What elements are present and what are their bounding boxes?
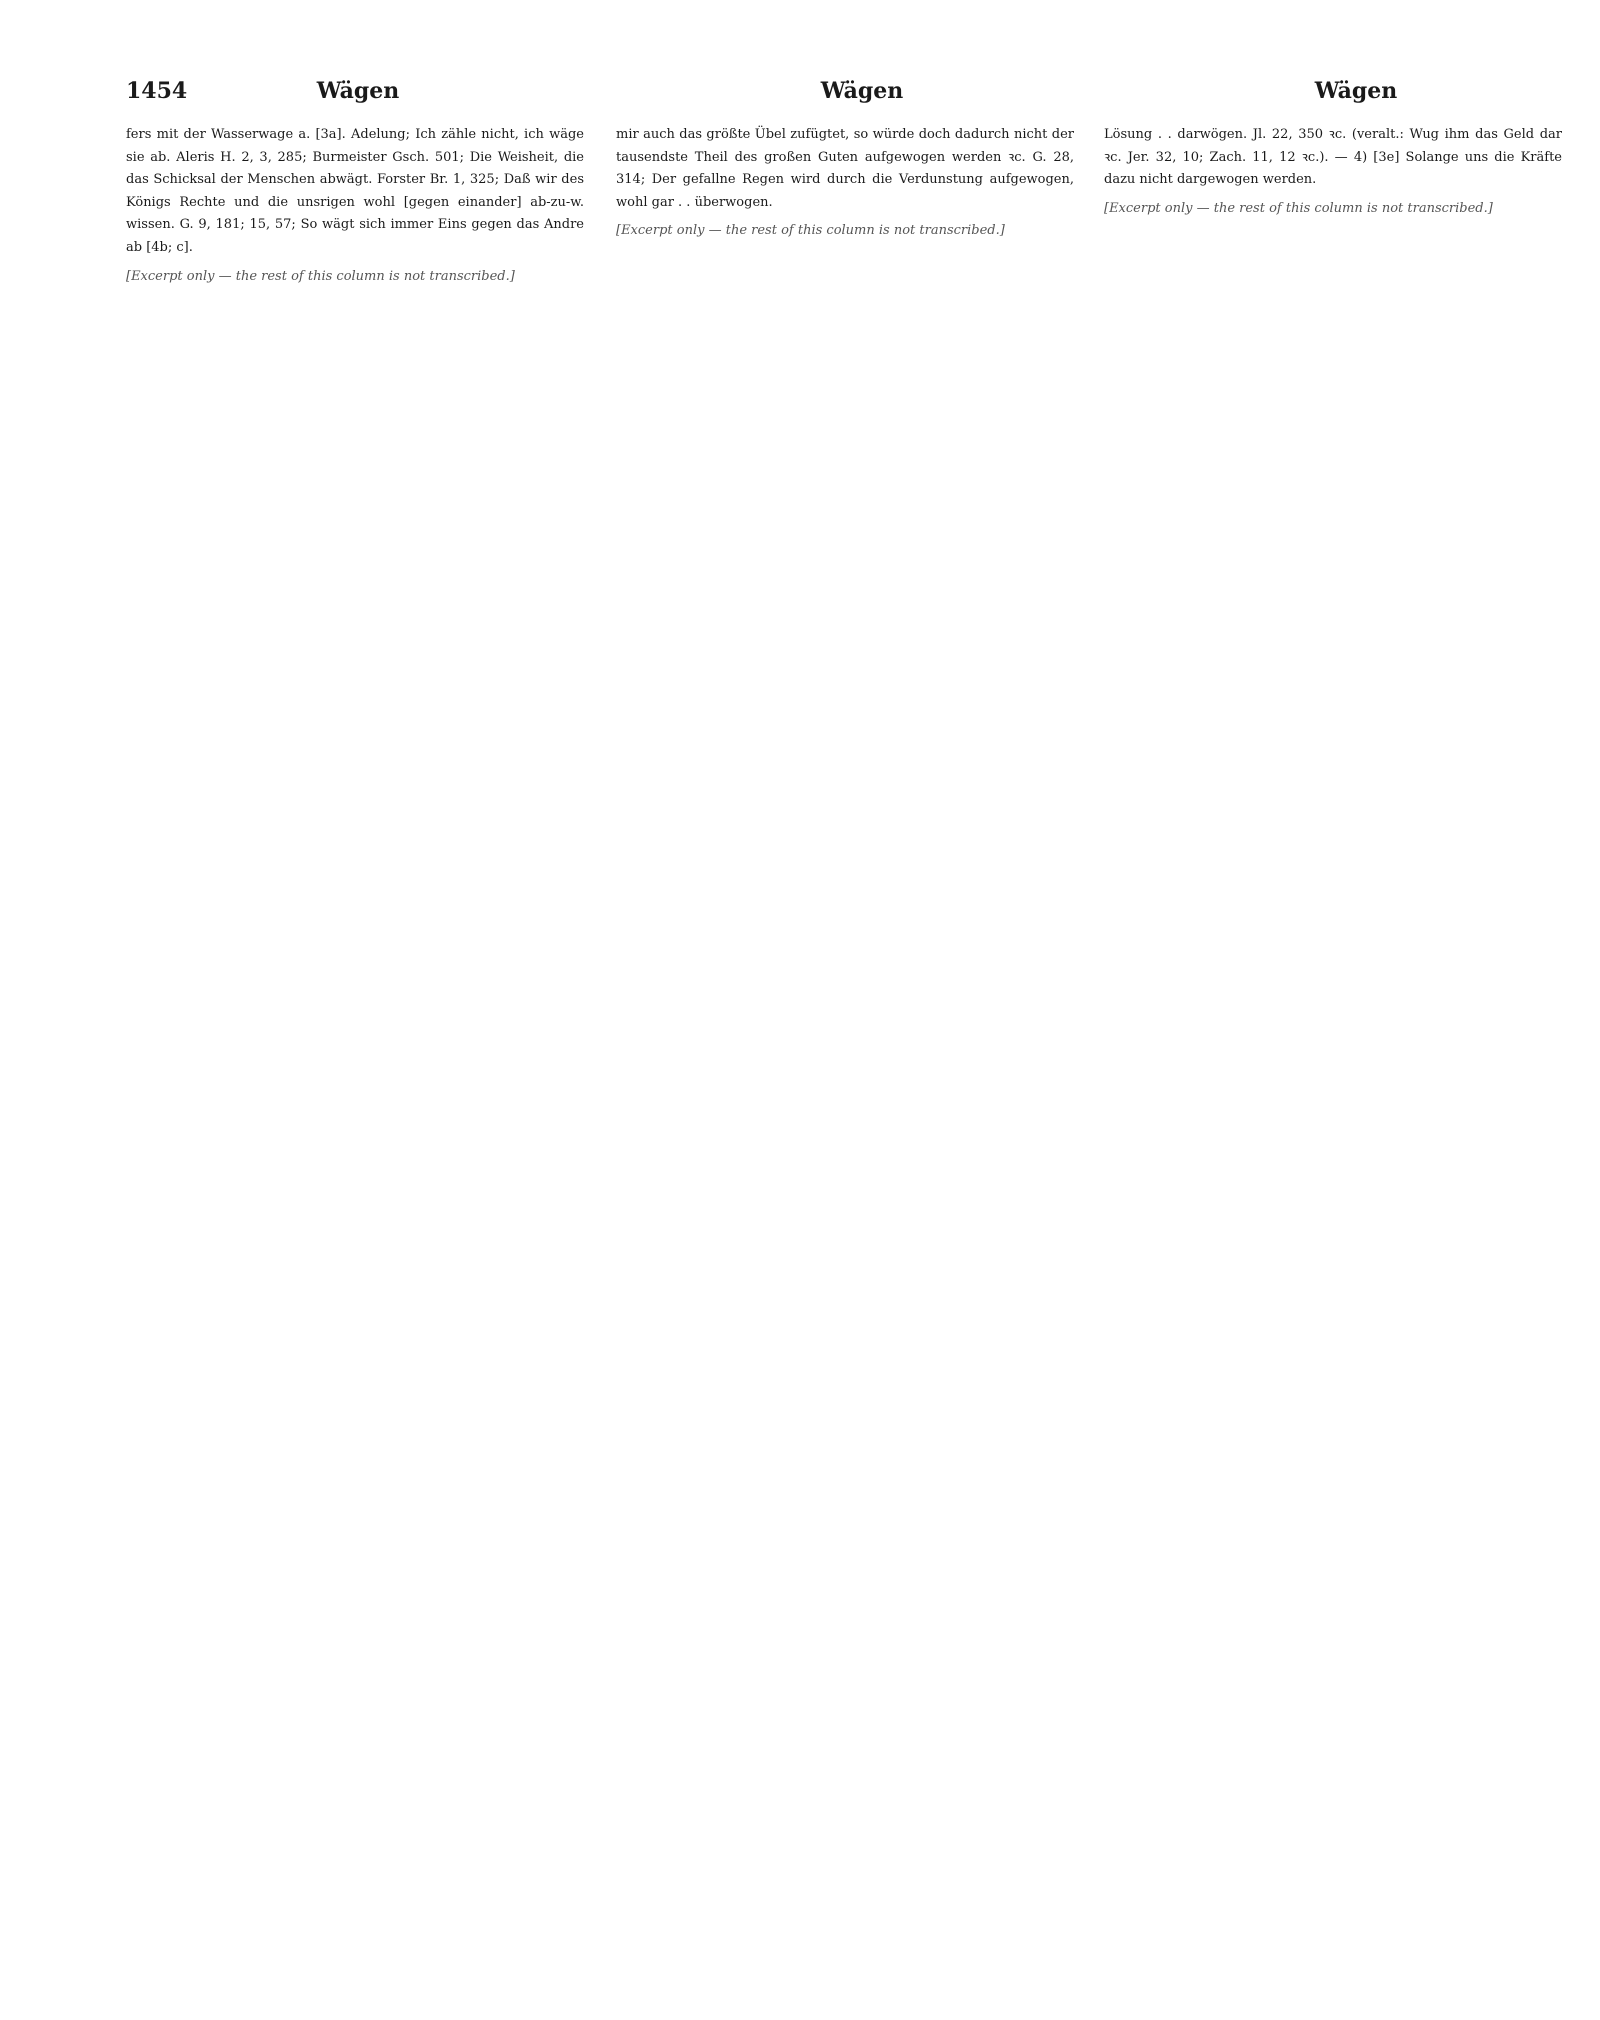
column-middle [616, 124, 1074, 1984]
column-left-text: fers mit der Wasserwage a. [3a]. Adelung; Ich zähle nicht, ich wäge sie ab. Aleris H. 2, 3, 285; Burmeister Gsch. 501; Die Weisheit, die das Schicksal der Menschen abwägt. Forster Br. 1, 325; Daß wir des Königs Rechte und die unsrigen wohl [gegen einander] ab-zu-w. wissen. G. 9, 181; 15, 57; So wägt sich immer Eins gegen das Andre ab [4b; c]. [126, 127, 584, 255]
running-head-right: Wägen [1314, 78, 1398, 104]
running-head-left: Wägen [316, 78, 400, 104]
column-right-omitted-note: [Excerpt only — the rest of this column is not transcribed.] [1104, 200, 1493, 216]
text-columns [126, 124, 1566, 1984]
column-left [126, 124, 584, 1984]
column-right-text: Lösung . . darwögen. Jl. 22, 350 ꝛc. (veralt.: Wug ihm das Geld dar ꝛc. Jer. 32, 10; Zach. 11, 12 ꝛc.). — 4) [3e] Solange uns die Kräfte dazu nicht dargewogen werden. [1104, 127, 1562, 188]
column-left-omitted-note: [Excerpt only — the rest of this column is not transcribed.] [126, 268, 515, 284]
running-head [126, 78, 1566, 118]
column-right [1104, 124, 1562, 1984]
column-middle-omitted-note: [Excerpt only — the rest of this column is not transcribed.] [616, 223, 1005, 239]
page-number: 1454 [126, 78, 188, 104]
column-middle-text: mir auch das größte Übel zufügtet, so würde doch dadurch nicht der tausendste Theil des großen Guten aufgewogen werden ꝛc. G. 28, 314; Der gefallne Regen wird durch die Verdunstung aufgewogen, wohl gar . . überwogen. [616, 127, 1074, 210]
running-head-center: Wägen [820, 78, 904, 104]
